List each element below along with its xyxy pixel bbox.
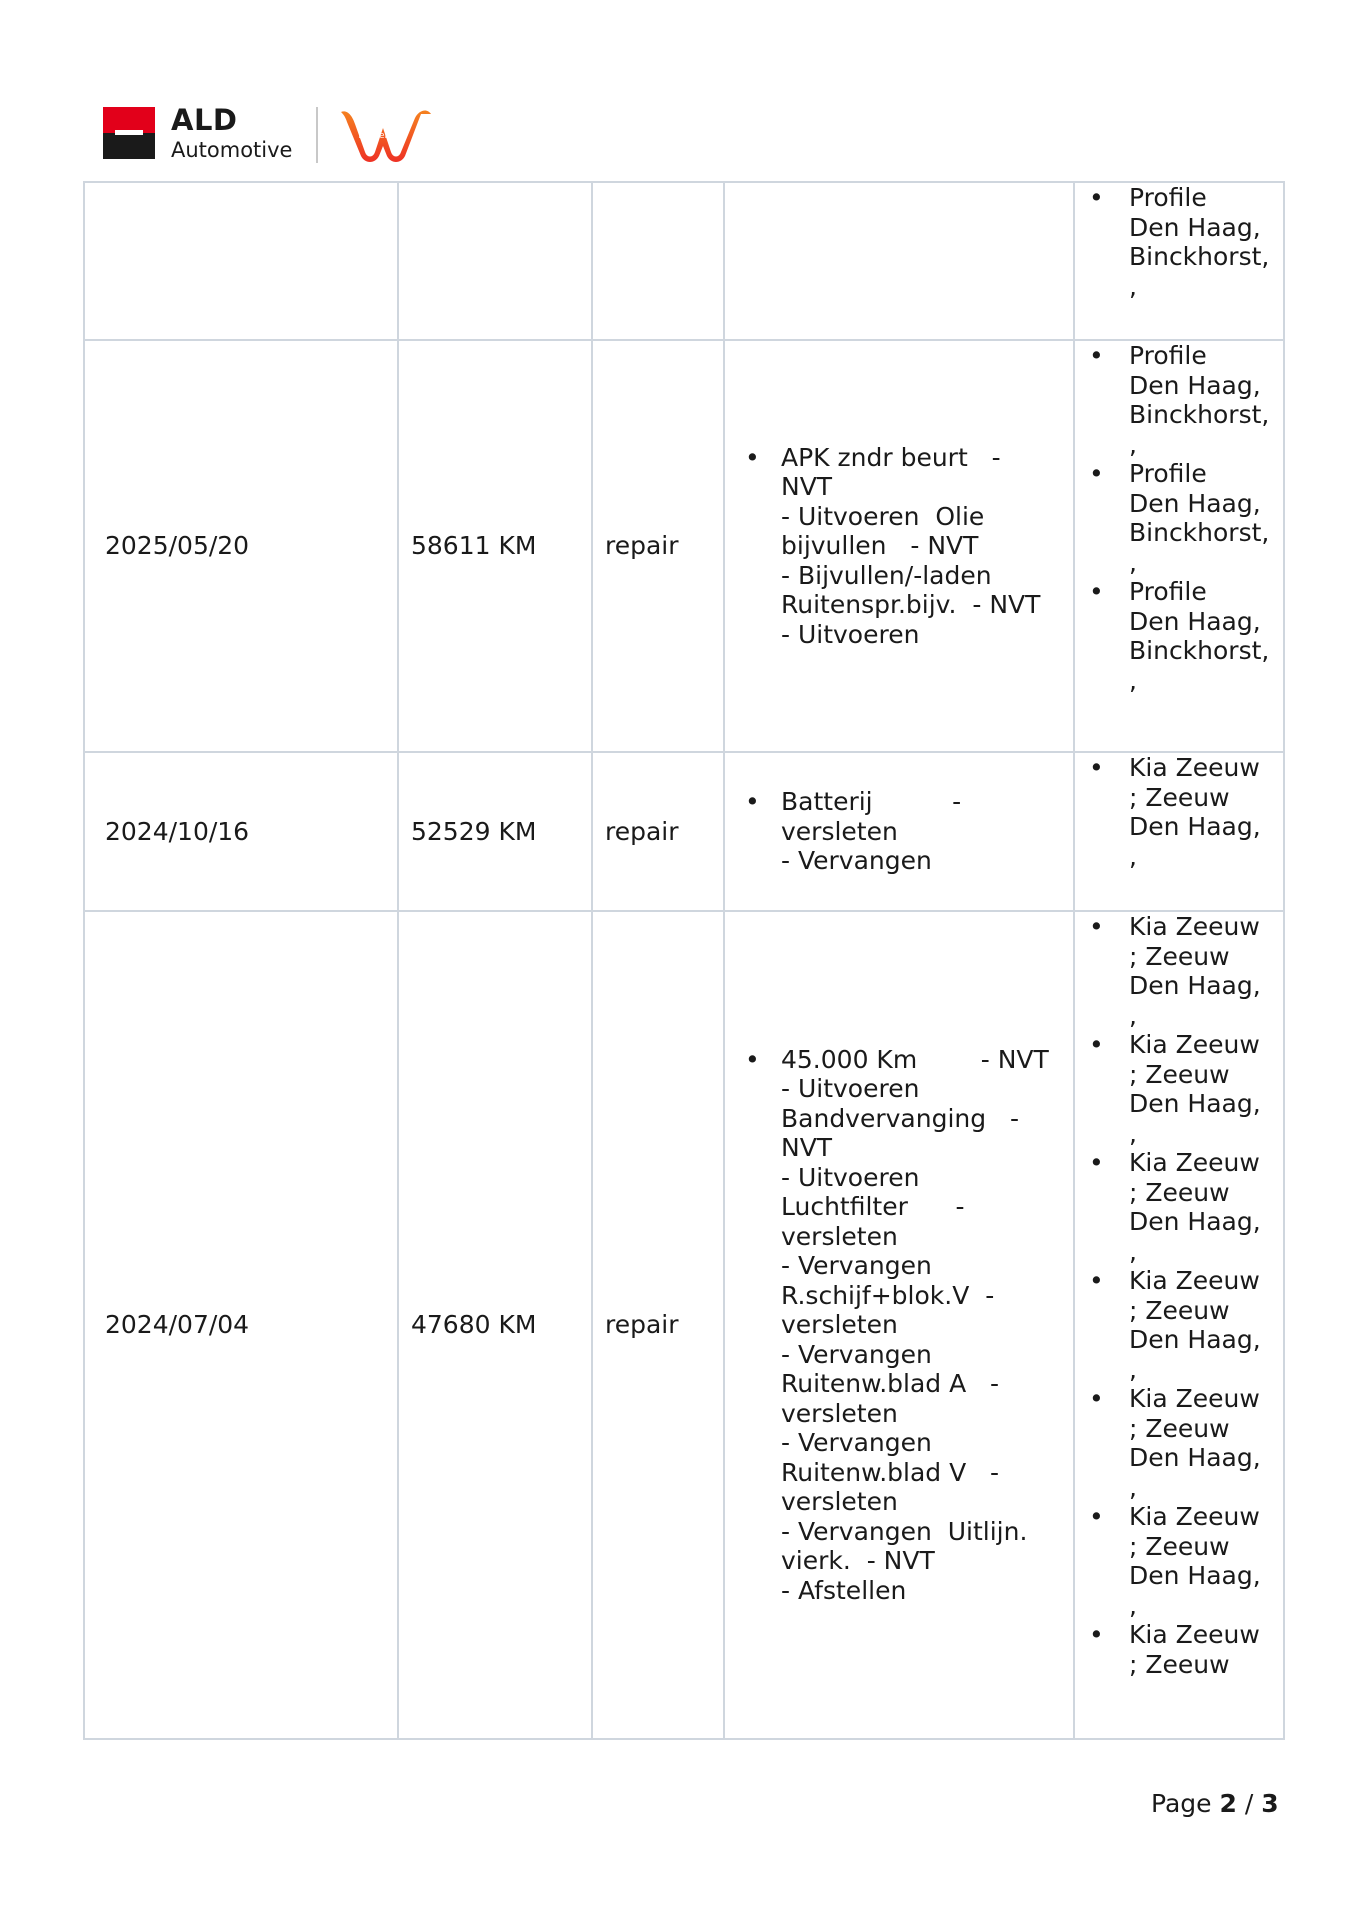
location-text: Kia Zeeuw ; Zeeuw Den Haag, , <box>1129 1148 1261 1266</box>
location-text: Kia Zeeuw ; Zeeuw Den Haag, , <box>1129 753 1261 871</box>
work-text: 45.000 Km - NVT - Uitvoeren Bandvervanging - NVT - Uitvoeren Luchtfilter - versleten - Vervangen R.schijf+blok.V - versleten - Vervangen Ruitenw.blad A - versleten - Vervangen Ruitenw.blad V - versleten - Vervangen Uitlijn. vierk. - NVT - Afstellen <box>781 1044 1049 1605</box>
work-item <box>745 787 1061 876</box>
table-row <box>84 182 1284 340</box>
location-text: Kia Zeeuw ; Zeeuw <box>1129 1620 1260 1679</box>
service-history-table <box>83 181 1285 1740</box>
table-row <box>84 911 1284 1739</box>
location-cell <box>1074 182 1284 340</box>
bullet: • <box>1089 1384 1104 1413</box>
location-entry <box>1089 912 1279 1030</box>
location-entry <box>1089 1266 1279 1384</box>
location-cell <box>1074 752 1284 911</box>
bullet: • <box>1089 577 1104 606</box>
bullet: • <box>1089 912 1104 941</box>
location-entry <box>1089 577 1279 695</box>
work-cell <box>724 911 1074 1739</box>
location-cell <box>1074 340 1284 752</box>
type-cell: repair <box>592 911 724 1739</box>
location-text: Profile Den Haag, Binckhorst, , <box>1129 183 1270 301</box>
ald-logo-icon <box>103 107 155 159</box>
work-cell <box>724 182 1074 340</box>
bullet: • <box>1089 1502 1104 1531</box>
bullet: • <box>1089 1620 1104 1649</box>
location-entry <box>1089 1148 1279 1266</box>
location-text: Kia Zeeuw ; Zeeuw Den Haag, , <box>1129 1030 1261 1148</box>
work-text: APK zndr beurt - NVT - Uitvoeren Olie bijvullen - NVT - Bijvullen/-laden Ruitenspr.bijv. - NVT - Uitvoeren <box>781 442 1041 649</box>
table-row <box>84 340 1284 752</box>
work-item <box>745 443 1061 650</box>
leaseplan-logo-text: LeasePlan <box>358 131 404 141</box>
logo-divider <box>316 107 318 163</box>
bullet: • <box>745 787 760 817</box>
type-cell: repair <box>592 340 724 752</box>
bullet: • <box>1089 183 1104 212</box>
ald-brand-subtitle: Automotive <box>171 138 293 162</box>
work-item <box>745 1045 1061 1606</box>
location-text: Kia Zeeuw ; Zeeuw Den Haag, , <box>1129 912 1261 1030</box>
location-text: Kia Zeeuw ; Zeeuw Den Haag, , <box>1129 1384 1261 1502</box>
location-cell <box>1074 911 1284 1739</box>
bullet: • <box>1089 459 1104 488</box>
work-cell <box>724 340 1074 752</box>
location-entry <box>1089 1384 1279 1502</box>
ald-brand-name: ALD <box>171 103 238 137</box>
location-entry <box>1089 1502 1279 1620</box>
location-entry <box>1089 1030 1279 1148</box>
type-cell: repair <box>592 752 724 911</box>
work-cell <box>724 752 1074 911</box>
date-cell: 2024/07/04 <box>84 911 398 1739</box>
bullet: • <box>745 1044 760 1074</box>
location-text: Kia Zeeuw ; Zeeuw Den Haag, , <box>1129 1266 1261 1384</box>
work-text: Batterij - versleten - Vervangen <box>781 787 962 876</box>
date-cell: 2025/05/20 <box>84 340 398 752</box>
km-cell: 58611 KM <box>398 340 592 752</box>
page-number <box>1151 1789 1279 1818</box>
location-text: Profile Den Haag, Binckhorst, , <box>1129 577 1270 695</box>
bullet: • <box>1089 1030 1104 1059</box>
location-text: Kia Zeeuw ; Zeeuw Den Haag, , <box>1129 1502 1261 1620</box>
date-cell: 2024/10/16 <box>84 752 398 911</box>
km-cell: 47680 KM <box>398 911 592 1739</box>
bullet: • <box>745 442 760 472</box>
location-entry <box>1089 753 1279 871</box>
table-row <box>84 752 1284 911</box>
page-total: 3 <box>1261 1789 1279 1818</box>
date-cell <box>84 182 398 340</box>
page-current: 2 <box>1219 1789 1237 1818</box>
location-entry <box>1089 459 1279 577</box>
location-entry <box>1089 183 1279 301</box>
km-cell <box>398 182 592 340</box>
type-cell <box>592 182 724 340</box>
location-text: Profile Den Haag, Binckhorst, , <box>1129 341 1270 459</box>
bullet: • <box>1089 1266 1104 1295</box>
bullet: • <box>1089 1148 1104 1177</box>
location-entry <box>1089 1620 1279 1679</box>
page-separator: / <box>1244 1789 1254 1818</box>
bullet: • <box>1089 341 1104 370</box>
km-cell: 52529 KM <box>398 752 592 911</box>
page-header <box>103 104 443 164</box>
location-text: Profile Den Haag, Binckhorst, , <box>1129 459 1270 577</box>
location-entry <box>1089 341 1279 459</box>
bullet: • <box>1089 753 1104 782</box>
page-label: Page <box>1151 1789 1212 1818</box>
leaseplan-logo-icon <box>335 104 435 164</box>
